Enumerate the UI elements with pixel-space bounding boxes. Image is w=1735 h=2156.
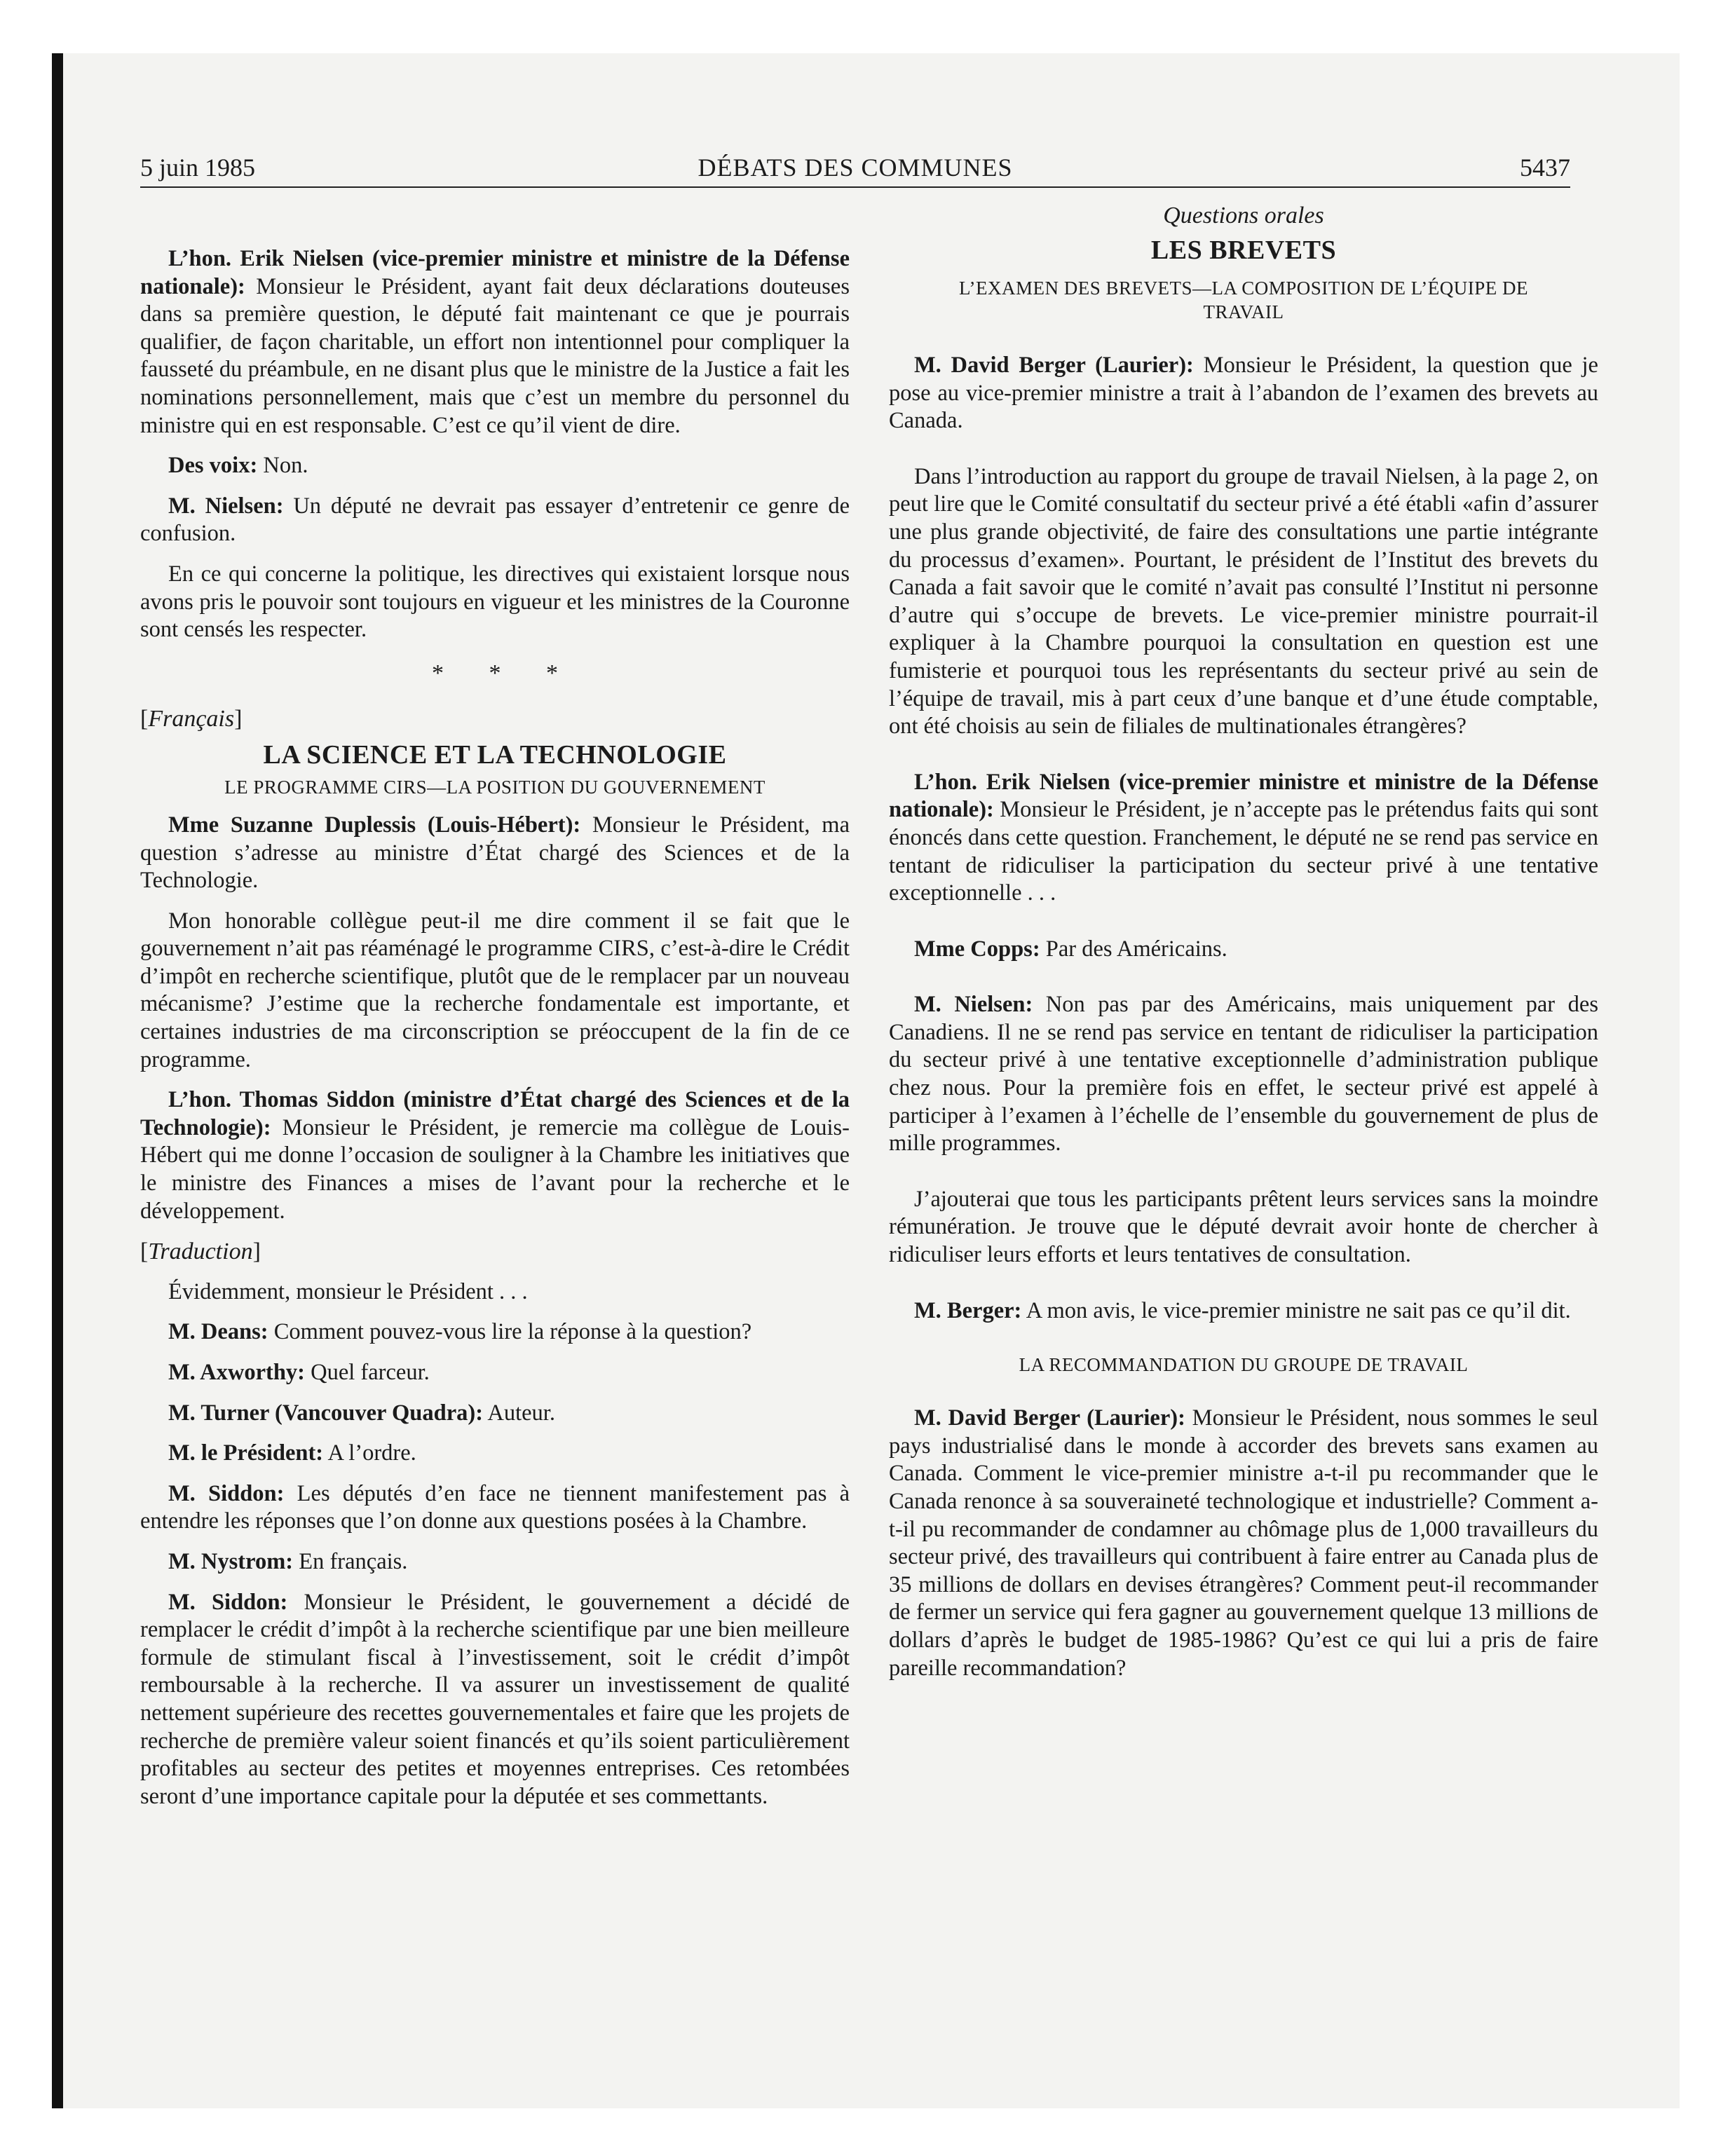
- speech-text: A l’ordre.: [323, 1440, 416, 1466]
- speech-text: A mon avis, le vice-premier ministre ne sait pas ce qu’il dit.: [1021, 1297, 1571, 1323]
- speaker-name: M. Nielsen:: [168, 493, 284, 519]
- paragraph: [140, 1318, 850, 1346]
- paragraph: Dans l’introduction au rapport du groupe de travail Nielsen, à la page 2, on peut lire que le Comité consultatif du secteur privé a été établi «afin d’assurer une plus grande objectivité, de faire des consultations une partie intégrante du processus d’examen». Pourtant, le président de l’Institut des brevets du Canada a fait savoir que le comité n’avait pas consulté l’Institut ni personne d’autre qui s’occupe de brevets. Le vice-premier ministre pourrait-il expliquer à la Chambre pourquoi la consultation en question est une fumisterie et pourquoi tous les représentants du secteur privé au sein de l’équipe de travail, mis à part ceux d’une banque et d’une étude comptable, ont été choisis au sein de filiales de multinationales étrangères?: [889, 463, 1598, 739]
- language-tag-text: Traduction: [148, 1239, 253, 1265]
- section-heading: LES BREVETS: [1150, 236, 1337, 265]
- speech-text: Par des Américains.: [1040, 936, 1227, 962]
- speech-text: Monsieur le Président, je remercie ma collègue de Louis-Hébert qui me donne l’occasion de souligner à la Chambre les initiatives que le ministre des Finances a mises de l’avant pour la recherche et le développement.: [140, 1114, 850, 1224]
- paragraph: [140, 1086, 850, 1225]
- speech-text: Monsieur le Président, nous sommes le seul pays industrialisé dans le monde à accorder des brevets sans examen au Canada. Comment le vice-premier ministre a-t-il pu recommander que le Canada renonce à sa souveraineté technologique et industrielle? Comment a-t-il pu recommander de condamner au chômage plus de 1,000 travailleurs du secteur privé, des travailleurs qui contribuent à faire entrer au Canada plus de 35 millions de dollars en devises étrangères? Comment peut-il recommander de fermer un service qui fera gagner au gouvernement quelque 13 millions de dollars d’après le budget de 1985-1986? Qu’est ce qui lui a pris de faire pareille recommandation?: [889, 1405, 1598, 1681]
- section-subheading: LA RECOMMANDATION DU GROUPE DE TRAVAIL: [1019, 1354, 1469, 1376]
- section-subheading: LE PROGRAMME CIRS—LA POSITION DU GOUVERNEMENT: [224, 776, 766, 798]
- speech-text: Les députés d’en face ne tiennent manifestement pas à entendre les réponses que l’on donne aux questions posées à la Chambre.: [140, 1480, 850, 1534]
- language-tag: [Traduction]: [140, 1239, 261, 1265]
- speaker-name: L’hon. Erik Nielsen (vice-premier ministre et ministre de la Défense nationale):: [140, 246, 850, 299]
- paragraph: [889, 352, 1598, 435]
- speaker-name: M. Nielsen:: [914, 992, 1033, 1018]
- speech-text: Monsieur le Président, la question que je pose au vice-premier ministre a trait à l’abandon de l’examen des brevets au Canada.: [889, 353, 1598, 434]
- speech-text: Comment pouvez-vous lire la réponse à la question?: [268, 1319, 752, 1345]
- speech-text: Un député ne devrait pas essayer d’entretenir ce genre de confusion.: [140, 493, 850, 547]
- header-rule: [140, 186, 1570, 188]
- binding-edge: [52, 53, 63, 2108]
- speaker-name: M. David Berger (Laurier):: [914, 353, 1194, 378]
- speech-text: En français.: [293, 1548, 408, 1574]
- speaker-name: M. Turner (Vancouver Quadra):: [168, 1400, 484, 1426]
- speaker-name: M. le Président:: [168, 1440, 324, 1466]
- right-column: [889, 202, 1598, 1682]
- header-date: 5 juin 1985: [140, 153, 256, 182]
- speech-text: Monsieur le Président, ayant fait deux déclarations douteuses dans sa première question, le député fait maintenant ce que je pourrais qualifier, de façon charitable, un effort non intentionnel pour compliquer la fausseté du préambule, en ne disant plus que le ministre de la Justice a fait les nominations personnellement, mais que c’est un membre du personnel du ministre qui en est responsable. C’est ce qu’il vient de dire.: [140, 273, 850, 438]
- speech-text: Quel farceur.: [304, 1360, 430, 1385]
- running-section-title: Questions orales: [1163, 203, 1324, 228]
- paragraph: J’ajouterai que tous les participants prêtent leurs services sans la moindre rémunération. Je trouve que le député devrait avoir honte de chercher à ridiculiser leurs efforts et leurs tentatives de consultation.: [889, 1186, 1598, 1268]
- paragraph: En ce qui concerne la politique, les directives qui existaient lorsque nous avons pris le pouvoir sont toujours en vigueur et les ministres de la Couronne sont censés les respecter.: [140, 561, 850, 643]
- speech-text: Monsieur le Président, je n’accepte pas le prétendus faits qui sont énoncés dans cette question. Franchement, le député ne se rend pas service en tentant de ridiculiser la participation du secteur privé à une tentative exceptionnelle . . .: [889, 797, 1598, 906]
- speech-text: Non pas par des Américains, mais uniquement par des Canadiens. Il ne se rend pas service en tentant de ridiculiser la participation du secteur privé à une tentative exceptionnelle d’administration publique chez nous. Pour la première fois en effet, le secteur privé est appelé à participer à l’examen à l’échelle de l’ensemble du gouvernement de plus de mille programmes.: [889, 992, 1598, 1157]
- speaker-name: L’hon. Thomas Siddon (ministre d’État chargé des Sciences et de la Technologie):: [140, 1087, 850, 1140]
- paragraph: [140, 1400, 850, 1428]
- paragraph: [140, 1480, 850, 1536]
- speaker-name: M. Deans:: [168, 1319, 268, 1345]
- speaker-name: M. David Berger (Laurier):: [914, 1405, 1185, 1431]
- paragraph: [140, 245, 850, 439]
- speaker-name: M. Siddon:: [168, 1589, 288, 1615]
- section-subheading: L’EXAMEN DES BREVETS—LA COMPOSITION DE L’ÉQUIPE DE TRAVAIL: [958, 278, 1528, 322]
- paragraph: [140, 493, 850, 548]
- paragraph: [140, 1548, 850, 1576]
- speaker-name: Des voix:: [168, 453, 258, 479]
- paragraph: [889, 1297, 1598, 1325]
- paragraph: [140, 1359, 850, 1387]
- speech-text: Non.: [257, 453, 308, 479]
- speaker-name: M. Siddon:: [168, 1480, 285, 1506]
- header-title: DÉBATS DES COMMUNES: [698, 153, 1013, 182]
- speech-text: Monsieur le Président, ma question s’adresse au ministre d’État chargé des Sciences et de la Technologie.: [140, 812, 850, 894]
- language-tag: [Français]: [140, 706, 243, 732]
- section-separator: * * *: [432, 660, 578, 686]
- paragraph: [140, 812, 850, 895]
- speech-text: Monsieur le Président, le gouvernement a décidé de remplacer le crédit d’impôt à la recherche scientifique par une bien meilleure formule de stimulant fiscal à l’investissement, soit le crédit d’impôt remboursable à la recherche. Il va assurer un investissement de qualité nettement supérieure des recettes gouvernementales et faire que les projets de recherche de première valeur soient financés et qu’ils soient particulièrement profitables au secteur des petites et moyennes entreprises. Ces retombées seront d’une importance capitale pour la députée et ses commettants.: [140, 1589, 850, 1809]
- language-tag-text: Français: [148, 706, 235, 732]
- speaker-name: Mme Suzanne Duplessis (Louis-Hébert):: [168, 812, 581, 838]
- paragraph: [889, 1405, 1598, 1682]
- speech-text: Auteur.: [483, 1400, 555, 1426]
- paragraph: [140, 1589, 850, 1811]
- left-column: [140, 245, 850, 1810]
- speaker-name: Mme Copps:: [914, 936, 1040, 962]
- paragraph: [140, 452, 850, 480]
- speaker-name: M. Axworthy:: [168, 1360, 305, 1385]
- paragraph: [889, 936, 1598, 964]
- section-heading: LA SCIENCE ET LA TECHNOLOGIE: [263, 739, 727, 770]
- speaker-name: M. Berger:: [914, 1297, 1022, 1323]
- paragraph: [889, 769, 1598, 908]
- speaker-name: M. Nystrom:: [168, 1548, 294, 1574]
- header-page-number: 5437: [1520, 153, 1570, 182]
- paragraph: Mon honorable collègue peut-il me dire comment il se fait que le gouvernement n’ait pas réaménagé le programme CIRS, c’est-à-dire le Crédit d’impôt en recherche scientifique, plutôt que de le remplacer par un nouveau mécanisme? J’estime que la recherche fondamentale est importante, et certaines industries de ma circonscription se préoccupent de la fin de ce programme.: [140, 908, 850, 1072]
- paragraph: [140, 1440, 850, 1468]
- speaker-name: L’hon. Erik Nielsen (vice-premier ministre et ministre de la Défense nationale):: [889, 769, 1598, 823]
- paragraph: [889, 991, 1598, 1158]
- page-header: [140, 153, 1570, 189]
- paragraph: Évidemment, monsieur le Président . . .: [168, 1278, 528, 1304]
